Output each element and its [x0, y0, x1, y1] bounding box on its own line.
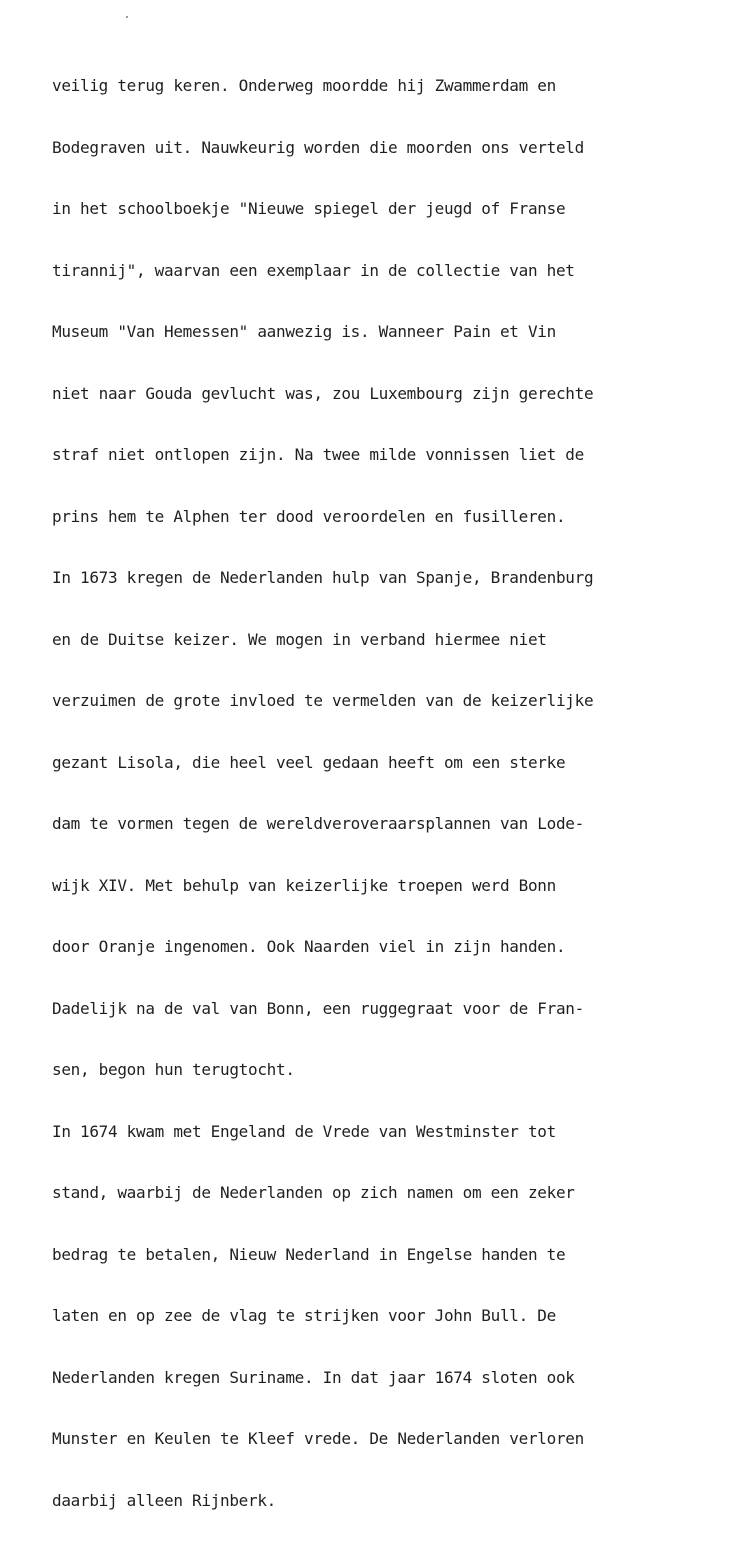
text-line: laten en op zee de vlag te strijken voor John Bull. De [52, 1306, 556, 1325]
text-line: sen, begon hun terugtocht. [52, 1060, 295, 1079]
text-line: daarbij alleen Rijnberk. [52, 1490, 276, 1510]
text-line: prins hem te Alphen ter dood veroordelen en fusilleren. [52, 506, 566, 526]
text-line: Nederlanden kregen Suriname. In dat jaar 1674 sloten ook [52, 1367, 575, 1387]
document-text [52, 35, 593, 1552]
text-line: tirannij", waarvan een exemplaar in de collectie van het [52, 260, 575, 280]
text-line: bedrag te betalen, Nieuw Nederland in Engelse handen te [52, 1244, 566, 1264]
text-line: straf niet ontlopen zijn. Na twee milde vonnissen liet de [52, 445, 584, 464]
text-line: In 1674 kwam met Engeland de Vrede van Westminster tot [52, 1121, 556, 1141]
text-line: gezant Lisola, die heel veel gedaan heeft om een sterke [52, 752, 566, 772]
text-line: veilig terug keren. Onderweg moordde hij Zwammerdam en [52, 76, 556, 95]
text-line: Museum "Van Hemessen" aanwezig is. Wanneer Pain et Vin [52, 322, 556, 341]
text-line: stand, waarbij de Nederlanden op zich namen om een zeker [52, 1183, 575, 1202]
text-line: Dadelijk na de val van Bonn, een ruggegraat voor de Fran- [52, 998, 584, 1018]
text-line: verzuimen de grote invloed te vermelden van de keizerlijke [52, 691, 594, 710]
text-line: door Oranje ingenomen. Ook Naarden viel in zijn handen. [52, 937, 566, 956]
text-line: in het schoolboekje "Nieuwe spiegel der jeugd of Franse [52, 199, 566, 218]
text-line: Bodegraven uit. Nauwkeurig worden die moorden ons verteld [52, 137, 584, 157]
text-line: Munster en Keulen te Kleef vrede. De Nederlanden verloren [52, 1429, 584, 1448]
text-line: en de Duitse keizer. We mogen in verband hiermee niet [52, 629, 547, 649]
text-line: In 1673 kregen de Nederlanden hulp van Spanje, Brandenburg [52, 568, 594, 587]
text-line: dam te vormen tegen de wereldveroveraarsplannen van Lode- [52, 814, 584, 833]
text-line: wijk XIV. Met behulp van keizerlijke troepen werd Bonn [52, 875, 556, 895]
text-line: niet naar Gouda gevlucht was, zou Luxembourg zijn gerechte [52, 383, 594, 403]
scan-speck [126, 16, 128, 18]
